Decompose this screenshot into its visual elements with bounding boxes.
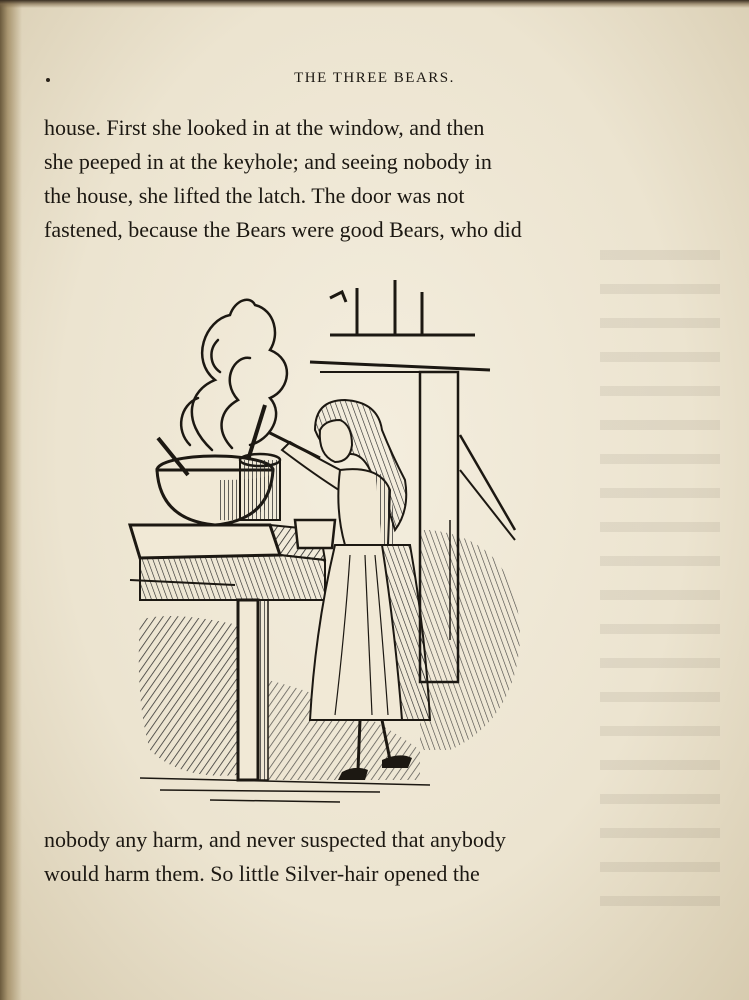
running-head: THE THREE BEARS. [294, 70, 455, 86]
page-top-edge [0, 0, 749, 8]
paragraph-bottom [44, 823, 644, 891]
girl-at-pots-engraving-icon [120, 280, 540, 810]
gutter-shadow [0, 0, 22, 1000]
text-line: nobody any harm, and never suspected that anybody [44, 827, 506, 852]
text-line: the house, she lifted the latch. The door was not [44, 183, 465, 208]
text-line: would harm them. So little Silver-hair opened the [44, 861, 480, 886]
paragraph-top [44, 111, 644, 247]
text-line: fastened, because the Bears were good Bears, who did [44, 217, 522, 242]
illustration [120, 280, 540, 810]
text-line: house. First she looked in at the window, and then [44, 115, 485, 140]
text-line: she peeped in at the keyhole; and seeing nobody in [44, 149, 492, 174]
